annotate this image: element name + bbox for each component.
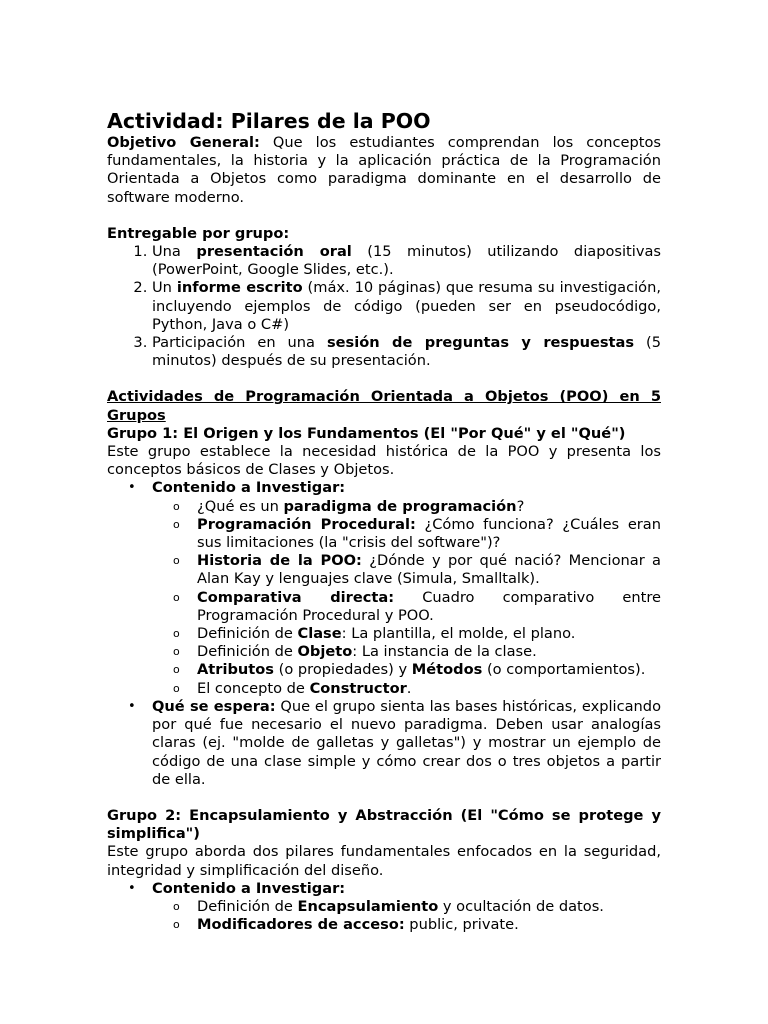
list-item: o Definición de Clase: La plantilla, el molde, el plano. (197, 625, 661, 643)
list-item: o Comparativa directa: Cuadro comparativo entre Programación Procedural y POO. (197, 589, 661, 625)
activities-heading: Actividades de Programación Orientada a Objetos (POO) en 5 Grupos (107, 388, 661, 424)
group1-content-list (152, 498, 661, 698)
list-item: o Atributos (o propiedades) y Métodos (o comportamientos). (197, 661, 661, 679)
deliverable-item: 2. Un informe escrito (máx. 10 páginas) que resuma su investigación, incluyendo ejemplos de código (pueden ser en pseudocódigo, Python, Java o C#) (152, 279, 661, 334)
objective-text: Que los estudiantes comprendan los conceptos fundamentales, la historia y la aplicación práctica de la Programación Orientada a Objetos como paradigma dominante en el desarrollo de software moderno. (107, 134, 661, 206)
group2-heading: Grupo 2: Encapsulamiento y Abstracción (El "Cómo se protege y simplifica") (107, 806, 661, 843)
group1-content-bullet: • Contenido a Investigar: o ¿Qué es un paradigma de programación? o Programación Procedural: ¿Cómo funciona? ¿Cuáles eran sus limitaciones (la "crisis del software")? o Historia de la POO: ¿Dónde y por qué nació? Mencionar a Alan Kay y lenguajes clave (Simula, Smalltalk). o Comparativa directa: Cuadro comparativo entre Programación Procedural y POO. o Definición de Clase: La plantilla, el molde, el plano. o Definición de Objeto: La instancia de la clase. o Atributos (o propiedades) y Métodos (o comportamientos). o El concepto de Constructor. (152, 479, 661, 697)
deliverables-heading: Entregable por grupo: (107, 224, 290, 242)
deliverable-item: 3. Participación en una sesión de preguntas y respuestas (5 minutos) después de su presentación. (152, 334, 661, 370)
list-item: o Modificadores de acceso: public, private. (197, 916, 661, 934)
group1-intro: Este grupo establece la necesidad histórica de la POO y presenta los conceptos básicos de Clases y Objetos. (107, 443, 661, 479)
group1-heading: Grupo 1: El Origen y los Fundamentos (El "Por Qué" y el "Qué") (107, 424, 626, 442)
group1-expect-bullet: • Qué se espera: Que el grupo sienta las bases históricas, explicando por qué fue necesario el nuevo paradigma. Deben usar analogías claras (ej. "molde de galletas y galletas") y mostrar un ejemplo de código de una clase simple y cómo crear dos o tres objetos a partir de ella. (152, 698, 661, 789)
objective-label: Objetivo General: (107, 134, 260, 151)
list-item: o Definición de Encapsulamiento y ocultación de datos. (197, 898, 661, 916)
group2-content-bullet: • Contenido a Investigar: o Definición de Encapsulamiento y ocultación de datos. o Modificadores de acceso: public, private. (152, 880, 661, 935)
list-item: o Programación Procedural: ¿Cómo funciona? ¿Cuáles eran sus limitaciones (la "crisis del software")? (197, 516, 661, 552)
group2-intro: Este grupo aborda dos pilares fundamentales enfocados en la seguridad, integridad y simplificación del diseño. (107, 843, 661, 879)
document-title: Actividad: Pilares de la POO (107, 109, 431, 133)
list-item: o Definición de Objeto: La instancia de la clase. (197, 643, 661, 661)
deliverable-item: 1. Una presentación oral (15 minutos) utilizando diapositivas (PowerPoint, Google Slides, etc.). (152, 243, 661, 279)
list-item: o Historia de la POO: ¿Dónde y por qué nació? Mencionar a Alan Kay y lenguajes clave (Simula, Smalltalk). (197, 552, 661, 588)
group1-bullets (107, 479, 661, 788)
deliverables-list (107, 243, 661, 370)
document-page (107, 108, 661, 934)
list-item: o El concepto de Constructor. (197, 680, 661, 698)
list-item: o ¿Qué es un paradigma de programación? (197, 498, 661, 516)
group2-bullets (107, 880, 661, 935)
group2-content-list (152, 898, 661, 934)
objective-paragraph (107, 134, 661, 207)
